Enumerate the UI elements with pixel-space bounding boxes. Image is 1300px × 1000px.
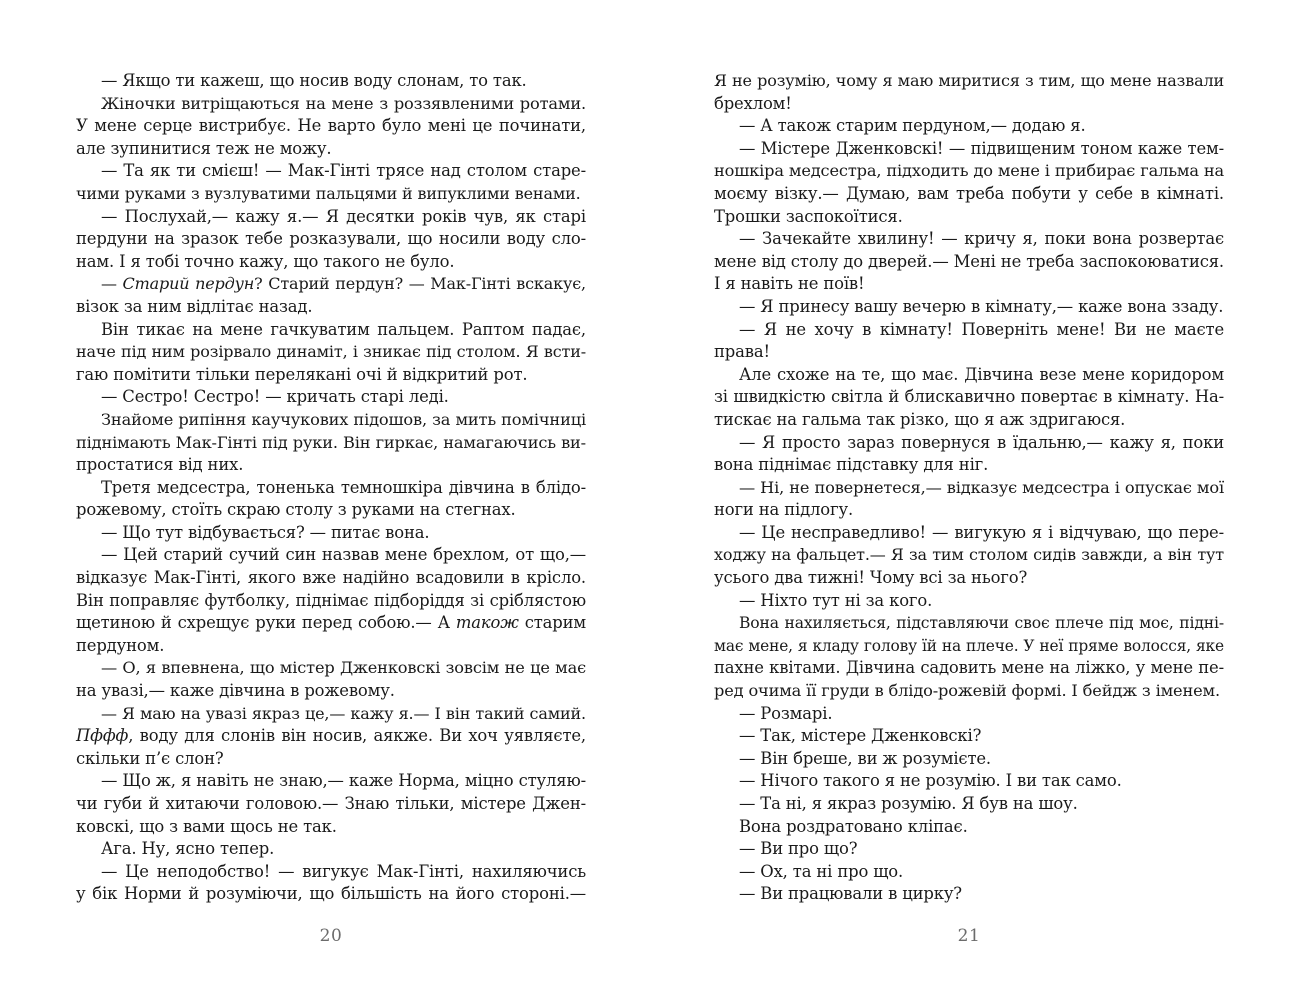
- text-line: [714, 386, 1224, 409]
- text-line: [714, 273, 1224, 296]
- text-line: [76, 183, 586, 206]
- text-run: зі швидкістю світла й блискавично повертає в кімнату. На-: [714, 387, 1224, 407]
- text-line: [76, 409, 586, 432]
- text-run: — Містере Дженковскі! — підвищеним тоном каже тем-: [739, 138, 1224, 158]
- text-run: У мене серце вистрибує. Не варто було мені це починати,: [76, 116, 586, 136]
- text-line: [76, 612, 586, 635]
- text-line: [76, 319, 586, 342]
- text-line: [76, 115, 586, 138]
- text-run: чи губи й хитаючи головою.— Знаю тільки, містере Джен-: [76, 794, 586, 813]
- text-line: [76, 703, 586, 726]
- text-line: [76, 228, 586, 251]
- text-run: — Він бреше, ви ж розумієте.: [739, 748, 991, 768]
- text-line: [76, 296, 586, 319]
- text-line: [714, 251, 1224, 274]
- left-page-text: [76, 70, 586, 906]
- text-line: [714, 544, 1224, 567]
- text-line: [714, 319, 1224, 342]
- text-run: піднімають Мак-Гінті під руки. Він гиркає, намагаючись ви-: [76, 432, 586, 452]
- text-run: скільки п’є слон?: [76, 748, 224, 768]
- text-line: [76, 341, 586, 364]
- text-line: [714, 93, 1224, 116]
- text-run: — Та як ти смієш! — Мак-Гінті трясе над столом старе-: [101, 161, 586, 181]
- text-run: ношкіра медсестра, підходить до мене і прибирає гальма на: [714, 161, 1224, 181]
- text-line: [714, 296, 1224, 319]
- text-run: — Та ні, я якраз розумію. Я був на шоу.: [739, 794, 1078, 813]
- text-line: [76, 93, 586, 116]
- text-run: — Сестро! Сестро! — кричать старі леді.: [101, 387, 449, 407]
- text-line: [714, 477, 1224, 500]
- text-line: [76, 454, 586, 477]
- text-line: [76, 838, 586, 861]
- text-line: [714, 206, 1224, 229]
- text-run: ред очима її груди в блідо-рожевій формі. І бейдж з іменем.: [714, 681, 1220, 701]
- text-run: —: [101, 274, 123, 294]
- text-run: — Я маю на увазі якраз це,— кажу я.— І він такий самий.: [101, 703, 586, 723]
- text-run: але зупинитися теж не можу.: [76, 138, 332, 158]
- text-run: щетиною й схрещує руки перед собою.— А: [76, 613, 456, 633]
- text-line: [76, 816, 586, 839]
- text-run: на увазі,— каже дівчина в рожевому.: [76, 681, 395, 701]
- left-page: [76, 70, 586, 950]
- text-run: — О, я впевнена, що містер Дженковскі зовсім не це має: [101, 658, 586, 678]
- text-run: Вона нахиляється, підставляючи своє плече під моє, підні-: [739, 614, 1224, 633]
- text-line: [714, 680, 1224, 703]
- text-line: [714, 138, 1224, 161]
- text-line: [714, 770, 1224, 793]
- text-line: [76, 567, 586, 590]
- text-line: [714, 861, 1224, 884]
- text-run: Ага. Ну, ясно тепер.: [101, 839, 275, 859]
- text-run: Він тикає на мене гачкуватим пальцем. Раптом падає,: [101, 319, 586, 339]
- text-line: [714, 748, 1224, 771]
- text-line: [76, 770, 586, 793]
- text-line: [76, 364, 586, 387]
- text-run: — Це несправедливо! — вигукую я і відчуваю, що пере-: [739, 522, 1224, 542]
- text-line: [714, 499, 1224, 522]
- text-line: [76, 725, 586, 748]
- text-line: [714, 567, 1224, 590]
- text-run: у бік Норми й розуміючи, що більшість на його стороні.—: [76, 884, 586, 904]
- text-line: [714, 612, 1224, 635]
- text-line: [76, 590, 586, 613]
- text-run: — Розмарі.: [739, 703, 833, 723]
- text-line: [714, 590, 1224, 613]
- text-run: Жіночки витріщаються на мене з роззявленими ротами.: [101, 93, 586, 113]
- text-run: Я не розумію, чому я маю миритися з тим, що мене назвали: [714, 71, 1224, 90]
- text-run: — Що тут відбувається? — питає вона.: [101, 522, 430, 542]
- text-line: [714, 183, 1224, 206]
- text-line: [714, 816, 1224, 839]
- right-page-text: [714, 70, 1224, 906]
- text-run: пахне квітами. Дівчина садовить мене на ліжко, у мене пе-: [714, 658, 1224, 678]
- text-line: [714, 341, 1224, 364]
- text-line: [76, 522, 586, 545]
- text-run: Знайоме рипіння каучукових підошов, за мить помічниці: [101, 409, 586, 429]
- text-line: [76, 635, 586, 658]
- text-run: — Я принесу вашу вечерю в кімнату,— каже вона ззаду.: [739, 296, 1224, 316]
- text-run: — Ви працювали в цирку?: [739, 884, 962, 904]
- text-run: брехлом!: [714, 93, 792, 113]
- text-run: — Я не хочу в кімнату! Поверніть мене! Ви не маєте: [739, 319, 1224, 339]
- text-run: — Ох, та ні про що.: [739, 861, 904, 881]
- text-run: — Що ж, я навіть не знаю,— каже Норма, міцно стуляю-: [101, 771, 586, 791]
- text-line: [76, 206, 586, 229]
- text-line: [76, 861, 586, 884]
- text-run: — Ви про що?: [739, 839, 858, 859]
- text-line: [714, 522, 1224, 545]
- text-line: [76, 680, 586, 703]
- text-run: — Ніхто тут ні за кого.: [739, 590, 933, 610]
- text-line: [76, 251, 586, 274]
- text-run: пердуни на зразок тебе розказували, що носили воду сло-: [76, 229, 586, 249]
- text-line: [714, 838, 1224, 861]
- text-line: [714, 725, 1224, 748]
- text-line: [714, 228, 1224, 251]
- text-line: [714, 432, 1224, 455]
- text-line: [76, 544, 586, 567]
- text-run: — Цей старий сучий син назвав мене брехлом, от що,—: [101, 545, 586, 565]
- text-line: [714, 657, 1224, 680]
- italic-text-run: Пффф: [76, 726, 129, 746]
- text-run: простатися від них.: [76, 455, 244, 475]
- text-line: [76, 883, 586, 906]
- text-run: — Я просто зараз повернуся в їдальню,— кажу я, поки: [739, 432, 1224, 452]
- text-line: [714, 115, 1224, 138]
- text-run: — Нічого такого я не розумію. І ви так само.: [739, 771, 1122, 791]
- text-run: відказує Мак-Гінті, якого вже надійно всадовили в крісло.: [76, 568, 586, 588]
- italic-text-run: також: [455, 613, 519, 633]
- text-line: [714, 793, 1224, 816]
- text-line: [714, 883, 1224, 906]
- text-line: [714, 160, 1224, 183]
- text-line: [76, 748, 586, 771]
- text-run: ноги на підлогу.: [714, 500, 854, 520]
- text-line: [714, 70, 1224, 93]
- text-run: ковскі, що з вами щось не так.: [76, 816, 337, 836]
- text-line: [76, 160, 586, 183]
- text-run: Трошки заспокоїтися.: [714, 206, 903, 226]
- page-number-right: 21: [957, 926, 981, 946]
- text-run: усього два тижні! Чому всі за нього?: [714, 568, 1028, 588]
- text-line: [76, 70, 586, 93]
- text-line: [714, 364, 1224, 387]
- text-run: має мене, я кладу голову їй на плече. У неї пряме волосся, яке: [714, 636, 1224, 655]
- text-run: вона піднімає підставку для ніг.: [714, 455, 989, 475]
- text-run: , воду для слонів він носив, аякже. Ви хоч уявляєте,: [128, 726, 586, 746]
- text-line: [76, 386, 586, 409]
- text-run: І я навіть не поїв!: [714, 274, 865, 294]
- text-run: моєму візку.— Думаю, вам треба побути у себе в кімнаті.: [714, 183, 1224, 203]
- text-run: гаю помітити тільки перелякані очі й відкритий рот.: [76, 364, 528, 384]
- text-run: Але схоже на те, що має. Дівчина везе мене коридором: [739, 364, 1224, 384]
- text-run: старим: [518, 613, 586, 633]
- text-run: мене від столу до дверей.— Мені не треба заспокоюватися.: [714, 251, 1224, 271]
- italic-text-run: Старий пердун: [122, 274, 255, 294]
- text-run: нам. І я тобі точно кажу, що такого не було.: [76, 251, 455, 271]
- text-run: тискає на гальма так різко, що я аж здригаюся.: [714, 409, 1126, 429]
- text-line: [76, 432, 586, 455]
- text-line: [76, 793, 586, 816]
- text-run: — Якщо ти кажеш, що носив воду слонам, то так.: [101, 71, 527, 90]
- text-line: [714, 635, 1224, 658]
- text-line: [76, 657, 586, 680]
- text-run: ? Старий пердун? — Мак-Гінті вскакує,: [254, 274, 586, 294]
- text-run: візок за ним відлітає назад.: [76, 296, 313, 316]
- text-line: [76, 138, 586, 161]
- text-run: права!: [714, 342, 770, 362]
- text-line: [76, 499, 586, 522]
- text-run: чими руками з вузлуватими пальцями й випуклими венами.: [76, 183, 581, 203]
- text-run: рожевому, стоїть скраю столу з руками на стегнах.: [76, 500, 516, 520]
- text-line: [714, 409, 1224, 432]
- text-run: — Зачекайте хвилину! — кричу я, поки вона розвертає: [739, 229, 1224, 249]
- text-run: Вона роздратовано кліпає.: [739, 816, 968, 836]
- text-run: ходжу на фальцет.— Я за тим столом сидів завжди, а він тут: [714, 545, 1224, 565]
- text-run: Він поправляє футболку, піднімає підборіддя зі сріблястою: [76, 590, 586, 610]
- text-run: — Це неподобство! — вигукує Мак-Гінті, нахиляючись: [101, 861, 586, 881]
- text-run: пердуном.: [76, 635, 165, 655]
- text-line: [714, 703, 1224, 726]
- text-run: Третя медсестра, тоненька темношкіра дівчина в блідо-: [101, 477, 586, 497]
- text-run: — Послухай,— кажу я.— Я десятки років чув, як старі: [101, 206, 586, 226]
- text-line: [714, 454, 1224, 477]
- text-run: — Ні, не повернетеся,— відказує медсестра і опускає мої: [739, 477, 1224, 497]
- text-run: — А також старим пердуном,— додаю я.: [739, 116, 1086, 136]
- page-number-left: 20: [319, 926, 343, 946]
- text-run: наче під ним розірвало динаміт, і зникає під столом. Я всти-: [76, 342, 586, 362]
- right-page: [714, 70, 1224, 950]
- text-line: [76, 477, 586, 500]
- text-run: — Так, містере Дженковскі?: [739, 726, 982, 746]
- text-line: [76, 273, 586, 296]
